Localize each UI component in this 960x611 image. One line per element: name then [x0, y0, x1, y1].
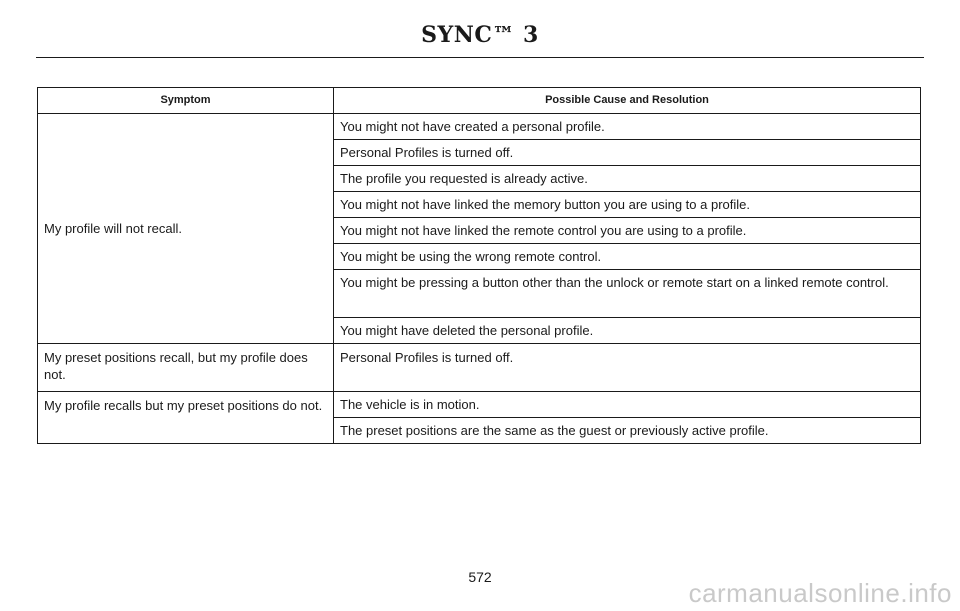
cause-cell: The profile you requested is already active.: [334, 166, 921, 192]
troubleshooting-table: [37, 87, 921, 444]
cause-cell: You might have deleted the personal profile.: [334, 318, 921, 344]
table-row: [38, 344, 921, 392]
watermark: carmanualsonline.info: [688, 578, 952, 608]
table-row: [38, 114, 921, 140]
column-header-symptom: Symptom: [38, 88, 334, 114]
cause-cell: You might be using the wrong remote control.: [334, 244, 921, 270]
title-divider: [36, 57, 924, 58]
cause-cell: Personal Profiles is turned off.: [334, 140, 921, 166]
column-header-cause: Possible Cause and Resolution: [334, 88, 921, 114]
cause-cell: The preset positions are the same as the guest or previously active profile.: [334, 418, 921, 444]
cause-cell: You might be pressing a button other than the unlock or remote start on a linked remote control.: [334, 270, 921, 318]
cause-cell: The vehicle is in motion.: [334, 392, 921, 418]
page-title: SYNC™ 3: [421, 22, 539, 48]
symptom-cell: My profile recalls but my preset positions do not.: [38, 392, 334, 444]
symptom-cell: My preset positions recall, but my profile does not.: [38, 344, 334, 392]
cause-cell: You might not have linked the remote control you are using to a profile.: [334, 218, 921, 244]
table-header-row: [38, 88, 921, 114]
page-number: 572: [468, 569, 492, 585]
cause-cell: Personal Profiles is turned off.: [334, 344, 921, 392]
cause-cell: You might not have linked the memory button you are using to a profile.: [334, 192, 921, 218]
symptom-cell: My profile will not recall.: [38, 114, 334, 344]
cause-cell: You might not have created a personal profile.: [334, 114, 921, 140]
table-row: [38, 392, 921, 418]
